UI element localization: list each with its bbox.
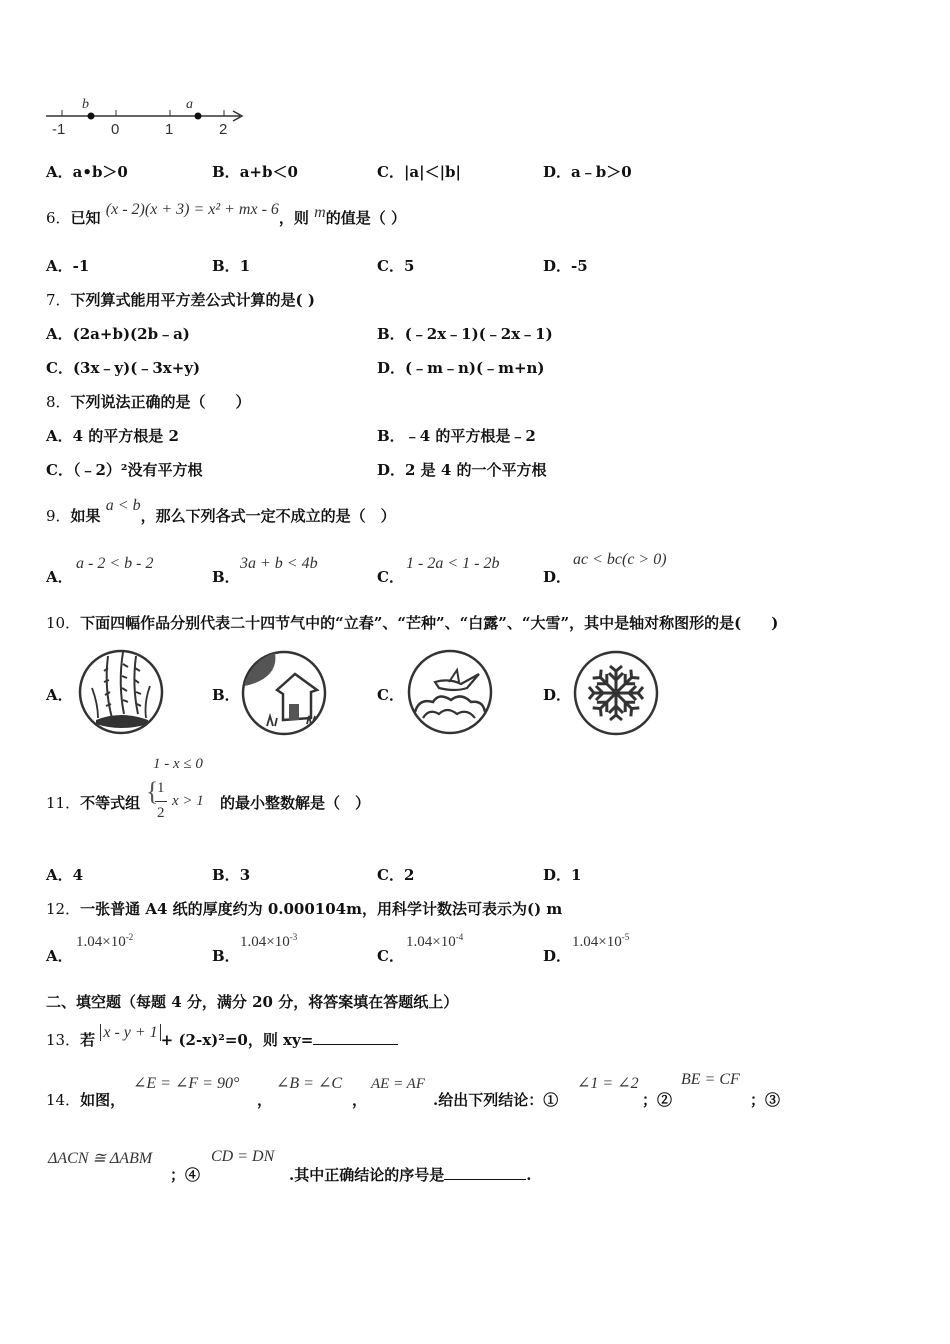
q9-option-d-label: D．	[543, 568, 572, 586]
q12-option-d-label: D．	[543, 947, 572, 965]
q14-comma1: ，	[257, 1091, 273, 1109]
q14-f1: ∠E = ∠F = 90°	[133, 1075, 240, 1092]
q11-system-line1: 1 - x ≤ 0	[153, 756, 203, 772]
q11-option-b: B．3	[212, 866, 251, 884]
q14-s3: ；③	[750, 1091, 781, 1109]
q14-f5: BE = CF	[681, 1071, 740, 1088]
q11-frac-den: 2	[157, 805, 165, 821]
point-b	[88, 113, 95, 120]
q9-option-b: 3a + b < 4b	[240, 555, 318, 572]
q5-option-d: D．a﹣b＞0	[543, 163, 632, 181]
point-a	[195, 113, 202, 120]
bird-cloud-icon	[405, 648, 497, 740]
q9-option-c-label: C．	[377, 568, 404, 586]
tick-label: -1	[52, 121, 66, 138]
q13-abs-expr: x - y + 1	[100, 1024, 160, 1041]
q14-f2: ∠B = ∠C	[276, 1075, 343, 1092]
q14-s2: ；②	[642, 1091, 673, 1109]
q12-option-c: $1.04\times 10^{-4}$	[406, 932, 464, 950]
q12-option-a: $1.04\times 10^{-2}$	[76, 932, 134, 950]
q14-f4: ∠1 = ∠2	[577, 1075, 639, 1092]
question-11: 11．不等式组	[46, 794, 141, 812]
q6-option-b: B．1	[212, 257, 251, 275]
q10-option-d-label: D．	[543, 686, 572, 704]
q8-option-a: A．4 的平方根是 2	[46, 427, 179, 445]
q14-mid: .给出下列结论：①	[433, 1091, 559, 1109]
q8-option-b: B．﹣4 的平方根是﹣2	[377, 427, 536, 445]
q5-option-b: B．a+b＜0	[212, 163, 298, 181]
q8-option-d: D．2 是 4 的一个平方根	[377, 461, 547, 479]
q12-option-c-label: C．	[377, 947, 404, 965]
q10-option-c-label: C．	[377, 686, 404, 704]
q11-option-c: C．2	[377, 866, 415, 884]
question-13: 13．若 x - y + 1 + (2-x)²=0，则 xy=	[46, 1029, 398, 1050]
q5-option-a: A．a•b＞0	[46, 163, 128, 181]
q6-option-d: D．-5	[543, 257, 588, 275]
q6-formula: (x - 2)(x + 3) = x² + mx - 6	[105, 201, 279, 218]
q14-f3: AE = AF	[371, 1076, 426, 1092]
question-6: 6．已知 (x - 2)(x + 3) = x² + mx - 6，则 m的值是（ ）	[46, 201, 406, 227]
q7-option-c: C．(3x﹣y)(﹣3x+y)	[46, 359, 201, 377]
q12-option-d: $1.04\times 10^{-5}$	[572, 932, 630, 950]
q12-option-b-label: B．	[212, 947, 240, 965]
q9-option-b-label: B．	[212, 568, 240, 586]
q11-system-line2: x > 1	[172, 793, 204, 809]
answer-blank[interactable]	[444, 1165, 526, 1180]
q9-condition: a < b	[105, 497, 141, 514]
tick-label: 2	[219, 121, 228, 138]
tick-label: 0	[111, 121, 120, 138]
q9-option-a-label: A．	[46, 568, 73, 586]
q6-option-c: C．5	[377, 257, 415, 275]
q8-option-c: C．（﹣2）²没有平方根	[46, 461, 203, 479]
q7-option-d: D．(﹣m﹣n)(﹣m+n)	[377, 359, 545, 377]
tick-label: 1	[165, 121, 174, 138]
q14-f6: ΔACN ≅ ΔABM	[48, 1150, 153, 1167]
point-a-label: a	[186, 97, 193, 112]
q11-brace: {	[146, 777, 159, 806]
q11-option-d: D．1	[543, 866, 582, 884]
q9-option-c: 1 - 2a < 1 - 2b	[406, 555, 500, 572]
q14-tail: .其中正确结论的序号是 .	[289, 1166, 532, 1184]
q12-option-a-label: A．	[46, 947, 73, 965]
q10-option-a-label: A．	[46, 686, 73, 704]
question-14: 14．如图，	[46, 1091, 126, 1109]
q9-option-a: a - 2 < b - 2	[76, 555, 154, 572]
number-line	[40, 92, 250, 140]
q11-frac-bar	[155, 801, 167, 802]
question-9: 9．如果 a < b，那么下列各式一定不成立的是（ ）	[46, 497, 396, 525]
question-10: 10．下面四幅作品分别代表二十四节气中的“立春”、“芒种”、“白露”、“大雪”，其中是轴对称图形的是( )	[46, 614, 779, 632]
q14-s4: ；④	[170, 1166, 201, 1184]
question-11-tail: 的最小整数解是（ ）	[220, 794, 371, 812]
q14-comma2: ，	[352, 1091, 368, 1109]
question-12: 12．一张普通 A4 纸的厚度约为 0.000104m，用科学计数法可表示为() m	[46, 900, 563, 918]
snowflake-icon	[572, 650, 662, 740]
q7-option-b: B．(﹣2x﹣1)(﹣2x﹣1)	[377, 325, 553, 343]
q14-f7: CD = DN	[211, 1148, 275, 1165]
q5-option-c: C．|a|＜|b|	[377, 163, 461, 181]
section-heading: 二、填空题（每题 4 分，满分 20 分，将答案填在答题纸上）	[46, 993, 459, 1011]
q7-option-a: A．(2a+b)(2b﹣a)	[46, 325, 190, 343]
q6-var: m	[314, 204, 326, 221]
question-8: 8．下列说法正确的是（ ）	[46, 393, 251, 411]
q11-frac-num: 1	[157, 780, 165, 796]
q6-option-a: A．-1	[46, 257, 90, 275]
willow-icon	[78, 648, 168, 738]
q10-option-b-label: B．	[212, 686, 240, 704]
q9-option-d: ac < bc(c > 0)	[573, 551, 667, 568]
answer-blank[interactable]	[313, 1030, 398, 1045]
question-7: 7．下列算式能用平方差公式计算的是( )	[46, 291, 315, 309]
q11-option-a: A．4	[46, 866, 84, 884]
point-b-label: b	[82, 97, 89, 112]
q12-option-b: $1.04\times 10^{-3}$	[240, 932, 298, 950]
house-sun-icon	[239, 648, 331, 740]
